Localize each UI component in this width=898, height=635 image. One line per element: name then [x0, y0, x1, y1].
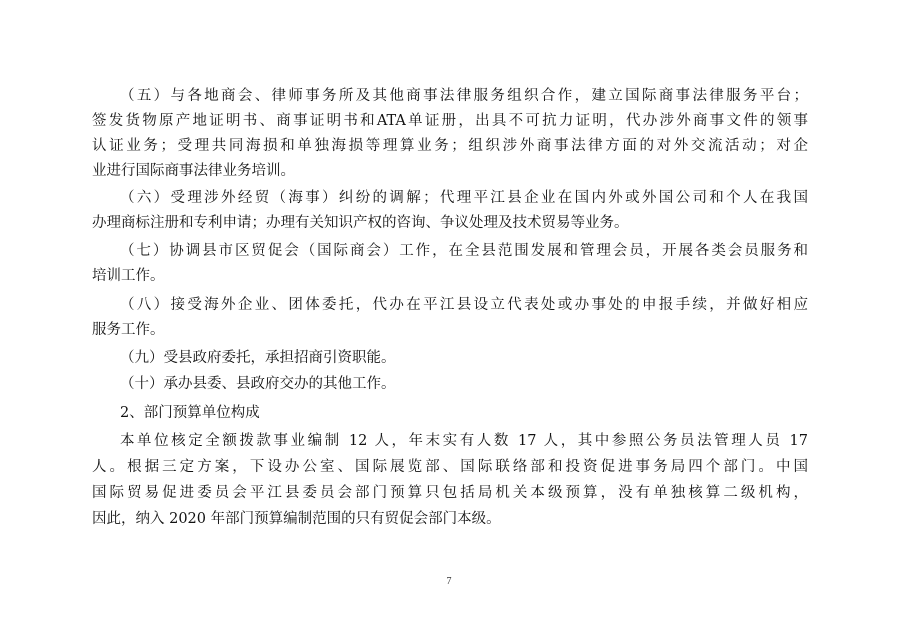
paragraph-5-line-1: （五）与各地商会、律师事务所及其他商事法律服务组织合作，建立国际商事法律服务平台；: [120, 88, 808, 104]
paragraph-6-line-1: （六）受理涉外经贸（海事）纠纷的调解；代理平江县企业在国内外或外国公司和个人在我国: [120, 190, 808, 206]
section-heading: 2、部门预算单位构成: [120, 405, 260, 421]
paragraph-6-line-2: 办理商标注册和专利申请；办理有关知识产权的咨询、争议处理及技术贸易等业务。: [92, 215, 629, 231]
paragraph-5-line-3: 认证业务；受理共同海损和单独海损等理算业务；组织涉外商事法律方面的对外交流活动；对企: [92, 138, 808, 154]
body-line-2: 人。根据三定方案，下设办公室、国际展览部、国际联络部和投资促进事务局四个部门。中国: [92, 459, 808, 475]
paragraph-8-line-1: （八）接受海外企业、团体委托，代办在平江县设立代表处或办事处的申报手续，并做好相应: [120, 297, 808, 313]
paragraph-8-line-2: 服务工作。: [92, 322, 165, 338]
paragraph-9: （九）受县政府委托，承担招商引资职能。: [120, 350, 396, 366]
paragraph-7-line-1: （七）协调县市区贸促会（国际商会）工作，在全县范围发展和管理会员，开展各类会员服务和: [120, 243, 808, 259]
paragraph-7-line-2: 培训工作。: [92, 268, 165, 284]
body-line-4: 因此，纳入 2020 年部门预算编制范围的只有贸促会部门本级。: [92, 511, 501, 527]
paragraph-10: （十）承办县委、县政府交办的其他工作。: [120, 376, 396, 392]
body-line-1: 本单位核定全额拨款事业编制 12 人，年末实有人数 17 人，其中参照公务员法管理人员 17: [120, 433, 808, 449]
paragraph-5-line-2: 签发货物原产地证明书、商事证明书和ATA单证册，出具不可抗力证明，代办涉外商事文件的领事: [92, 113, 808, 129]
page-number: 7: [446, 576, 452, 587]
body-line-3: 国际贸易促进委员会平江县委员会部门预算只包括局机关本级预算，没有单独核算二级机构，: [92, 485, 808, 501]
paragraph-5-line-4: 业进行国际商事法律业务培训。: [92, 163, 295, 179]
